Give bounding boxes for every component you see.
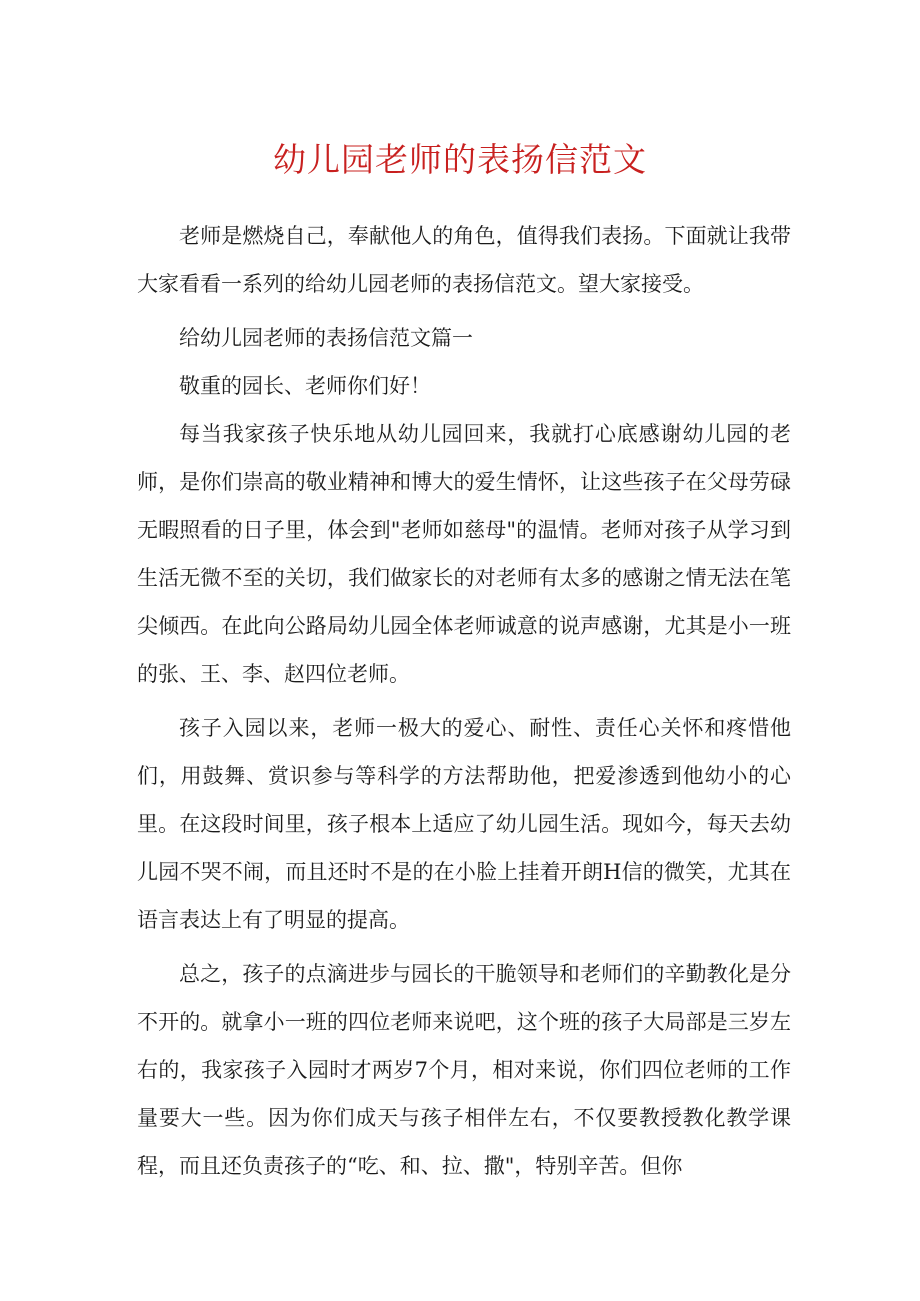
body-paragraph-1: 每当我家孩子快乐地从幼儿园回来，我就打心底感谢幼儿园的老师，是你们崇高的敬业精神和博大的爱生情怀，让这些孩子在父母劳碌无暇照看的日子里，体会到"老师如慈母"的温情。老师对孩子从学习到生活无微不至的关切，我们做家长的对老师有太多的感谢之情无法在笔尖倾西。在此向公路局幼儿园全体老师诚意的说声感谢，尤其是小一班的张、王、李、赵四位老师。 (137, 422, 791, 686)
document-title: 幼儿园老师的表扬信范文 (273, 140, 647, 179)
intro-paragraph: 老师是燃烧自己，奉献他人的角色，值得我们表扬。下面就让我带大家看看一系列的给幼儿园老师的表扬信范文。望大家接受。 (137, 224, 791, 296)
body-paragraph-2: 孩子入园以来，老师一极大的爱心、耐性、责任心关怀和疼惜他们，用鼓舞、赏识参与等科学的方法帮助他，把爱渗透到他幼小的心里。在这段时间里，孩子根本上适应了幼儿园生活。现如今，每天去幼儿园不哭不闹，而且还时不是的在小脸上挂着开朗H信的微笑，尤其在语言表达上有了明显的提高。 (137, 716, 791, 932)
body-paragraph-3: 总之，孩子的点滴进步与园长的干脆领导和老师们的辛勤教化是分不开的。就拿小一班的四位老师来说吧，这个班的孩子大局部是三岁左右的，我家孩子入园时才两岁7个月，相对来说，你们四位老师的工作量要大一些。因为你们成天与孩子相伴左右，不仅要教授教化教学课程，而且还负责孩子的“吃、和、拉、撒"，特别辛苦。但你 (137, 962, 791, 1178)
section-heading: 给幼儿园老师的表扬信范文篇一 (179, 326, 473, 350)
document-body (137, 212, 791, 1196)
salutation: 敬重的园长、老师你们好！ (179, 374, 431, 398)
